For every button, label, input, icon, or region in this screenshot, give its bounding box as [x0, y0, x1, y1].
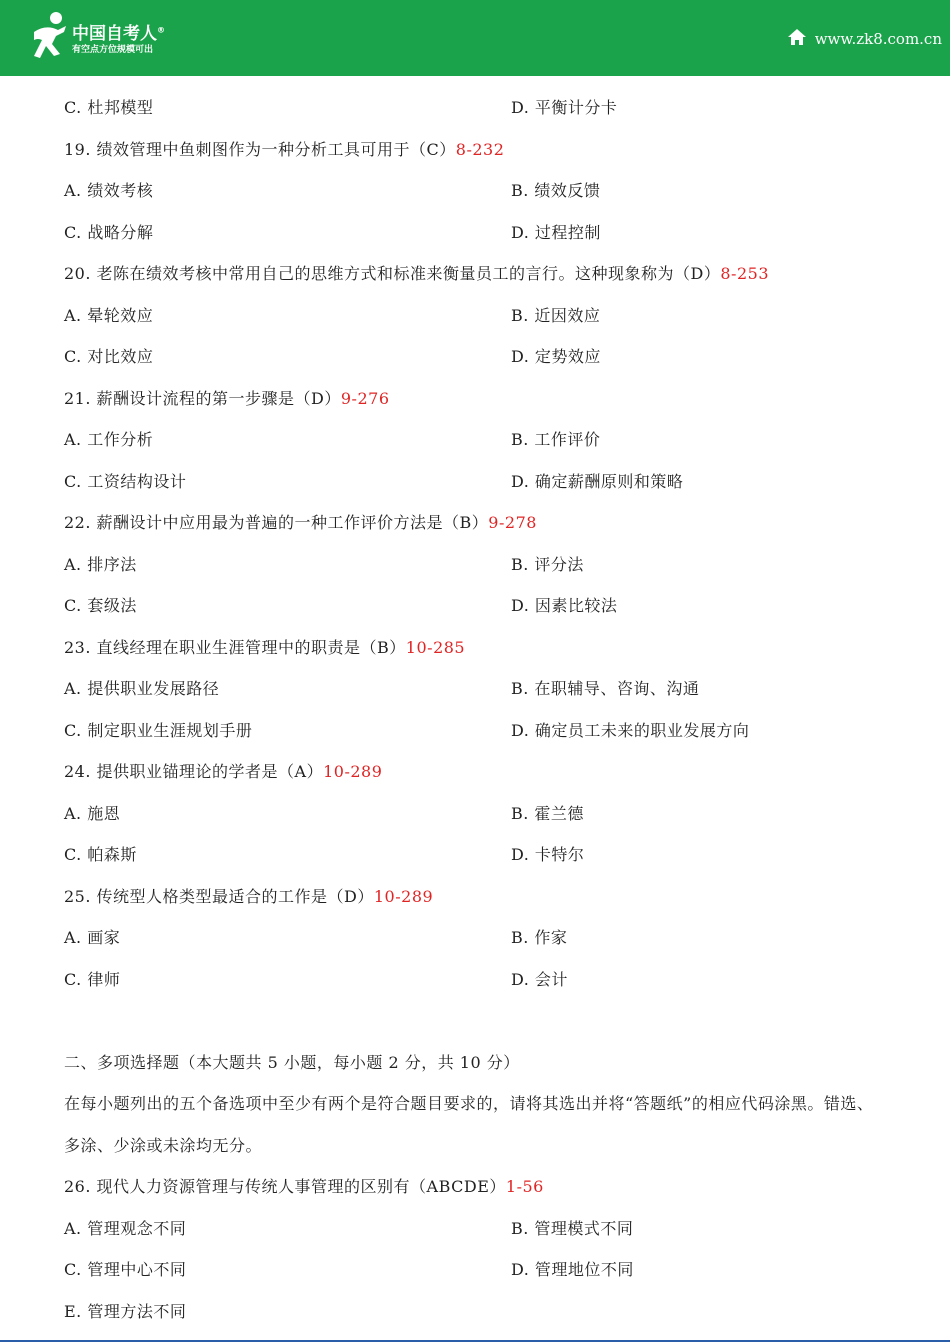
option-b: B. 霍兰德 [511, 804, 584, 823]
page-reference: 8-253 [720, 264, 769, 283]
option-b: B. 作家 [511, 928, 568, 947]
question-stem: 21. 薪酬设计流程的第一步骤是（D） [64, 389, 341, 408]
section-title: 二、多项选择题（本大题共 5 小题，每小题 2 分，共 10 分） [64, 1053, 520, 1072]
question-stem: 20. 老陈在绩效考核中常用自己的思维方式和标准来衡量员工的言行。这种现象称为（D） [64, 264, 721, 283]
question-21 [64, 386, 390, 409]
site-logo[interactable] [28, 10, 188, 66]
page-bottom-divider [0, 1340, 950, 1342]
option-d: D. 确定薪酬原则和策略 [511, 472, 684, 491]
page-reference: 9-278 [488, 513, 537, 532]
page-reference: 1-56 [505, 1177, 544, 1196]
option-d: D. 会计 [511, 970, 568, 989]
question-19 [64, 137, 504, 160]
option-d: D. 卡特尔 [511, 845, 585, 864]
option-b: B. 工作评价 [511, 430, 601, 449]
home-icon [787, 28, 807, 50]
option-a: A. 管理观念不同 [64, 1219, 187, 1238]
question-stem: 22. 薪酬设计中应用最为普遍的一种工作评价方法是（B） [64, 513, 489, 532]
option-a: A. 排序法 [64, 555, 137, 574]
option-c: C. 管理中心不同 [64, 1260, 187, 1279]
option-c: C. 战略分解 [64, 223, 154, 242]
question-stem: 24. 提供职业锚理论的学者是（A） [64, 762, 324, 781]
page-reference: 9-276 [340, 389, 390, 408]
question-25 [64, 884, 433, 907]
question-stem: 25. 传统型人格类型最适合的工作是（D） [64, 887, 374, 906]
option-d: D. 管理地位不同 [511, 1260, 634, 1279]
page-reference: 10-289 [373, 887, 434, 906]
question-stem: 26. 现代人力资源管理与传统人事管理的区别有（ABCDE） [64, 1177, 506, 1196]
runner-logo-icon [28, 10, 70, 64]
section-instruction: 在每小题列出的五个备选项中至少有两个是符合题目要求的，请将其选出并将“答题纸”的相应代码涂黑。错选、 [64, 1094, 874, 1113]
option-a: A. 绩效考核 [64, 181, 154, 200]
option-c: C. 制定职业生涯规划手册 [64, 721, 253, 740]
page-reference: 10-289 [323, 762, 383, 781]
question-22 [64, 510, 537, 533]
option-e: E. 管理方法不同 [64, 1302, 187, 1321]
question-stem: 19. 绩效管理中鱼刺图作为一种分析工具可用于（C） [64, 140, 456, 159]
option-d: D. 过程控制 [511, 223, 601, 242]
option-a: A. 施恩 [64, 804, 121, 823]
option-c: C. 杜邦模型 [64, 98, 154, 117]
option-c: C. 帕森斯 [64, 845, 137, 864]
question-23 [64, 635, 465, 658]
option-b: B. 管理模式不同 [511, 1219, 634, 1238]
section-instruction-cont: 多涂、少涂或未涂均无分。 [64, 1136, 263, 1155]
option-b: B. 绩效反馈 [511, 181, 601, 200]
option-d: D. 平衡计分卡 [511, 98, 618, 117]
option-a: A. 画家 [64, 928, 121, 947]
option-c: C. 工资结构设计 [64, 472, 187, 491]
option-c: C. 律师 [64, 970, 121, 989]
option-b: B. 在职辅导、咨询、沟通 [511, 679, 700, 698]
option-a: A. 提供职业发展路径 [64, 679, 220, 698]
option-a: A. 工作分析 [64, 430, 154, 449]
page-reference: 8-232 [455, 140, 505, 159]
option-d: D. 定势效应 [511, 347, 601, 366]
question-26 [64, 1174, 544, 1197]
website-link[interactable] [787, 28, 942, 50]
option-c: C. 套级法 [64, 596, 137, 615]
option-b: B. 评分法 [511, 555, 584, 574]
question-20 [64, 261, 769, 284]
header-bar [0, 0, 950, 76]
page-reference: 10-285 [405, 638, 466, 657]
question-stem: 23. 直线经理在职业生涯管理中的职责是（B） [64, 638, 406, 657]
option-c: C. 对比效应 [64, 347, 154, 366]
option-d: D. 确定员工未来的职业发展方向 [511, 721, 750, 740]
question-24 [64, 759, 382, 782]
option-a: A. 晕轮效应 [64, 306, 154, 325]
website-url: www.zk8.com.cn [814, 30, 942, 48]
brand-slogan: 有空点方位规模可出 [72, 45, 154, 55]
option-d: D. 因素比较法 [511, 596, 618, 615]
brand-name: 中国自考人® [72, 24, 165, 44]
option-b: B. 近因效应 [511, 306, 601, 325]
